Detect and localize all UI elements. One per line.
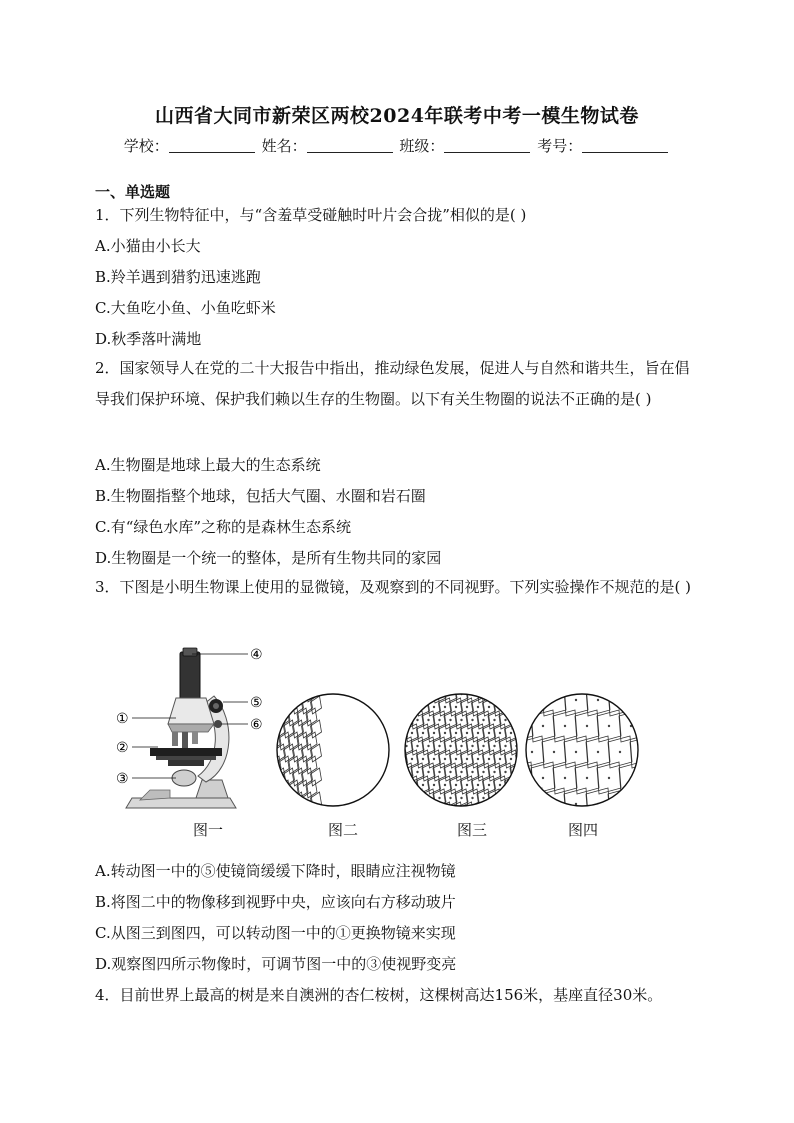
view-3-image (389, 685, 534, 820)
q1-option-a: A.小猫由小长大 (95, 237, 201, 255)
q3-option-a: A.转动图一中的⑤使镜筒缓缓下降时，眼睛应注视物镜 (95, 862, 456, 880)
marker-5: ⑤ (250, 695, 263, 711)
q1-option-c: C.大鱼吃小鱼、小鱼吃虾米 (95, 299, 276, 317)
marker-6: ⑥ (250, 717, 263, 733)
caption-fig1: 图一 (193, 821, 224, 839)
q3-option-b: B.将图二中的物像移到视野中央，应该向右方移动玻片 (95, 893, 456, 911)
student-info-line (0, 135, 794, 156)
number-label: 考号： (537, 137, 583, 155)
caption-fig4: 图四 (568, 821, 599, 839)
marker-1: ① (116, 711, 129, 727)
class-label: 班级： (399, 137, 445, 155)
school-blank[interactable] (169, 138, 255, 153)
view-2-image (261, 684, 389, 822)
class-blank[interactable] (444, 138, 530, 153)
q2-stem: 2．国家领导人在党的二十大报告中指出，推动绿色发展，促进人与自然和谐共生，旨在倡导我们保护环境、保护我们赖以生存的生物圈。以下有关生物圈的说法不正确的是( ) (95, 359, 690, 408)
q3-stem: 3．下图是小明生物课上使用的显微镜，及观察到的不同视野。下列实验操作不规范的是( ) (95, 578, 692, 596)
marker-4: ④ (250, 647, 263, 663)
name-label: 姓名： (261, 137, 307, 155)
number-blank[interactable] (582, 138, 668, 153)
name-blank[interactable] (307, 138, 393, 153)
marker-3: ③ (116, 771, 129, 787)
caption-fig3: 图三 (457, 821, 488, 839)
q2-option-a: A.生物圈是地球上最大的生态系统 (95, 456, 321, 474)
q1-stem: 1．下列生物特征中，与“含羞草受碰触时叶片会合拢”相似的是( ) (95, 206, 527, 224)
q3-option-c: C.从图三到图四，可以转动图一中的①更换物镜来实现 (95, 924, 456, 942)
q2-option-c: C.有“绿色水库”之称的是森林生态系统 (95, 518, 352, 536)
q1-option-b: B.羚羊遇到猎豹迅速逃跑 (95, 268, 261, 286)
caption-fig2: 图二 (328, 821, 359, 839)
q1-option-d: D.秋季落叶满地 (95, 330, 202, 348)
microscope-image (126, 648, 236, 808)
school-label: 学校： (123, 137, 169, 155)
q4-stem: 4．目前世界上最高的树是来自澳洲的杏仁桉树，这棵树高达156米，基座直径30米。 (95, 986, 663, 1004)
q3-option-d: D.观察图四所示物像时，可调节图一中的③使视野变亮 (95, 955, 457, 973)
exam-title: 山西省大同市新荣区两校2024年联考中考一模生物试卷 (155, 105, 639, 127)
section-heading: 一、单选题 (95, 183, 171, 201)
view-4-image (498, 684, 665, 820)
q2-option-d: D.生物圈是一个统一的整体，是所有生物共同的家园 (95, 549, 442, 567)
q2-option-b: B.生物圈指整个地球，包括大气圈、水圈和岩石圈 (95, 487, 426, 505)
marker-2: ② (116, 740, 129, 756)
